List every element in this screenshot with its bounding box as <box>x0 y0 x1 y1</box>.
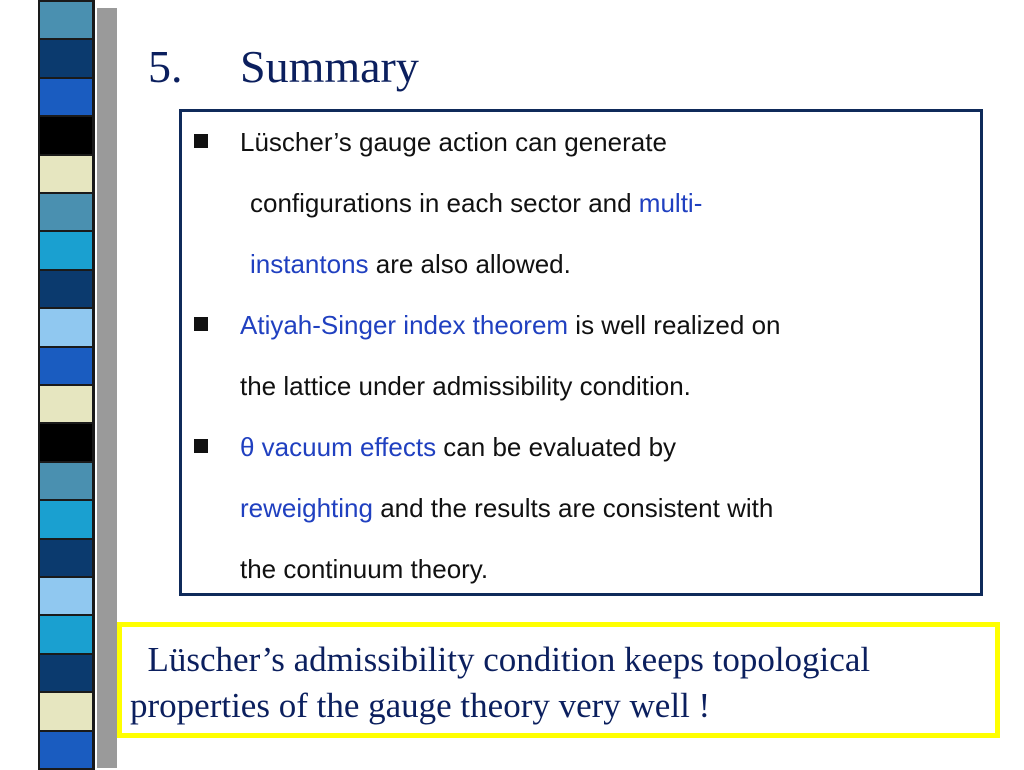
bullet-item-index-theorem <box>182 295 980 417</box>
stripe-segment <box>38 576 95 616</box>
bullet-text: the lattice under admissibility condition. <box>240 371 691 401</box>
square-bullet-icon <box>194 439 208 453</box>
bullet-text: Lüscher’s gauge action can generate <box>240 127 667 157</box>
stripe-segment <box>38 499 95 539</box>
square-bullet-icon <box>194 134 208 148</box>
highlighted-term: θ vacuum effects <box>240 432 437 462</box>
conclusion-box <box>117 622 1000 738</box>
conclusion-line: properties of the gauge theory very well ! <box>130 686 711 725</box>
stripe-segment <box>38 730 95 770</box>
bullet-line <box>240 478 980 539</box>
summary-box <box>179 109 983 596</box>
highlighted-term: instantons <box>250 249 369 279</box>
bullet-item-luscher-action <box>182 112 980 295</box>
stripe-segment <box>38 38 95 78</box>
stripe-segment <box>38 461 95 501</box>
bullet-line <box>240 356 980 417</box>
bullet-text: and the results are consistent with <box>372 493 774 523</box>
bullet-line <box>240 234 980 295</box>
bullet-text: is well realized on <box>568 310 781 340</box>
stripe-segment <box>38 154 95 194</box>
bullet-line <box>240 539 980 600</box>
bullet-item-theta-vacuum <box>182 417 980 600</box>
stripe-segment <box>38 115 95 155</box>
bullet-line <box>240 112 980 173</box>
stripe-segment <box>38 422 95 462</box>
highlighted-term: Atiyah-Singer index theorem <box>240 310 569 340</box>
bullet-line <box>240 295 980 356</box>
slide-title: 5. Summary <box>148 41 419 92</box>
bullet-line <box>240 173 980 234</box>
stripe-segment <box>38 538 95 578</box>
bullet-text: are also allowed. <box>368 249 571 279</box>
stripe-segment <box>38 269 95 309</box>
bullet-text: configurations in each sector and <box>250 188 639 218</box>
stripe-segment <box>38 0 95 40</box>
square-bullet-icon <box>194 317 208 331</box>
stripe-segment <box>38 230 95 270</box>
stripe-segment <box>38 614 95 654</box>
stripe-segment <box>38 192 95 232</box>
stripe-shadow <box>97 8 117 768</box>
decorative-stripe-bar <box>0 0 118 768</box>
stripe-segment <box>38 77 95 117</box>
stripe-segment <box>38 691 95 731</box>
stripe-segment <box>38 346 95 386</box>
conclusion-line: Lüscher’s admissibility condition keeps topological <box>130 640 871 679</box>
bullet-text: can be evaluated by <box>436 432 677 462</box>
highlighted-term: reweighting <box>240 493 373 523</box>
bullet-text: the continuum theory. <box>240 554 489 584</box>
stripe-segment <box>38 307 95 347</box>
bullet-list <box>182 112 980 600</box>
stripe-segment <box>38 653 95 693</box>
stripe-segment <box>38 384 95 424</box>
bullet-line <box>240 417 980 478</box>
highlighted-term: multi- <box>638 188 703 218</box>
